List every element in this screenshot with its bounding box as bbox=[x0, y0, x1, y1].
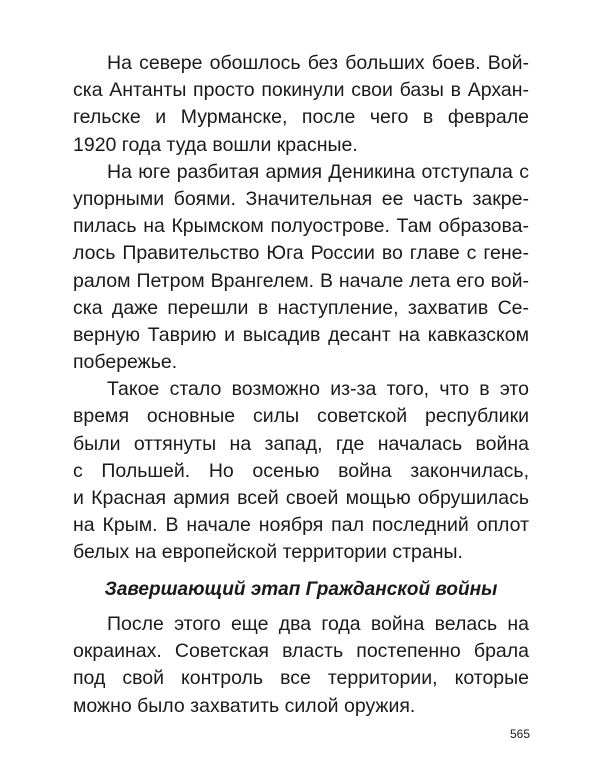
paragraph-line: ска Антанты просто покинули свои базы в Архан- bbox=[73, 79, 529, 102]
paragraph-line: окраинах. Советская власть постепенно брала bbox=[73, 640, 529, 663]
paragraph-line: лось Правительство Юга России во главе с гене- bbox=[73, 242, 529, 265]
paragraph-line: под свой контроль все территории, которые bbox=[73, 667, 529, 690]
body-text-upper bbox=[73, 50, 529, 567]
paragraph-line: пилась на Крымском полуострове. Там образова- bbox=[73, 215, 529, 238]
paragraph-line: на Крым. В начале ноября пал последний оплот bbox=[73, 514, 529, 537]
paragraph-line: и Красная армия всей своей мощью обрушилась bbox=[73, 487, 529, 509]
paragraph-line: упорными боями. Значительная ее часть закре- bbox=[73, 187, 529, 210]
paragraph-line: На юге разбитая армия Деникина отступала с bbox=[107, 160, 529, 183]
paragraph-line: Такое стало возможно из-за того, что в это bbox=[107, 378, 529, 401]
paragraph-line: верную Таврию и высадив десант на кавказском bbox=[73, 323, 529, 346]
paragraph-line: 1920 года туда вошли красные. bbox=[73, 133, 358, 156]
body-text-lower bbox=[73, 611, 529, 720]
paragraph-line: белых на европейской территории страны. bbox=[73, 541, 463, 564]
paragraph-line: были оттянуты на запад, где началась война bbox=[73, 432, 529, 455]
section-heading: Завершающий этап Гражданской войны bbox=[104, 579, 498, 600]
paragraph-line: можно было захватить силой оружия. bbox=[73, 694, 416, 717]
paragraph-line: побережье. bbox=[73, 351, 178, 374]
paragraph-line: время основные силы советской республики bbox=[73, 405, 529, 428]
paragraph-line: ралом Петром Врангелем. В начале лета его вой- bbox=[73, 269, 529, 292]
paragraph-line: ска даже перешли в наступление, захватив Се- bbox=[73, 296, 529, 319]
paragraph-line: После этого еще два года война велась на bbox=[107, 613, 529, 635]
paragraph-line: гельске и Мурманске, после чего в феврале bbox=[73, 106, 529, 129]
page-number: 565 bbox=[509, 727, 530, 741]
paragraph-line: с Польшей. Но осенью война закончилась, bbox=[73, 459, 529, 482]
paragraph-line: На севере обошлось без больших боев. Вой- bbox=[107, 52, 529, 74]
